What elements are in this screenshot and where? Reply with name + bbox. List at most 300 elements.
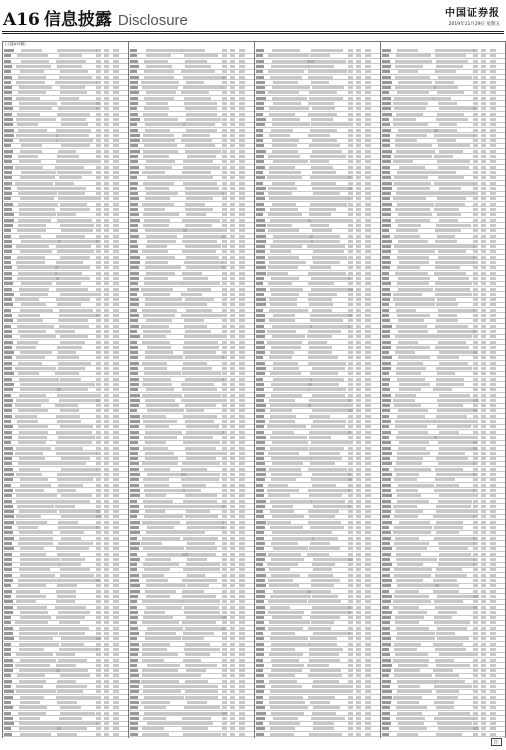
table-cell-text [434,621,470,624]
table-cell-text [481,584,486,587]
table-cell-text [473,123,478,126]
table-cell-text [144,696,184,699]
table-cell-text [395,272,429,275]
table-cell-text [239,362,245,365]
table-cell-text [481,505,486,508]
table-cell-text [144,505,184,508]
table-cell-text [256,415,264,418]
table-cell-text [356,595,361,598]
table-cell-text [382,49,391,52]
table-cell-text [398,70,418,73]
table-cell-text [59,722,98,725]
table-cell-text [96,219,101,222]
table-cell-text [256,144,264,147]
table-cell-text [113,415,119,418]
table-cell-text [481,261,486,264]
table-cell-text [20,696,44,699]
table-cell-text [365,727,371,730]
table-cell-text [309,643,337,646]
table-cell-text [348,706,353,709]
table-cell-text [365,648,371,651]
table-cell-text [356,134,361,137]
table-cell-text [4,558,12,561]
table-cell-text [19,717,40,720]
table-cell-text [239,733,245,736]
table-cell-text [312,107,335,110]
table-cell-text [61,558,85,561]
table-cell-text [473,388,478,391]
table-cell-text [55,330,75,333]
table-cell-text [481,60,486,63]
table-cell-text [130,590,140,593]
table-cell-text [481,415,486,418]
table-cell-text [481,722,486,725]
table-cell-text [435,674,459,677]
table-cell-text [481,595,486,598]
table-cell-text [4,590,12,593]
table-cell-text [365,240,371,243]
table-cell-text [230,388,235,391]
table-cell-text [435,325,469,328]
table-cell-text [473,282,478,285]
table-cell-text [16,346,36,349]
table-cell-text [268,229,299,232]
table-cell-text [113,102,119,105]
table-cell-text [382,478,391,481]
table-cell-text [4,643,11,646]
header-rule [2,31,504,32]
table-cell-text [16,690,56,693]
table-cell-text [256,712,266,715]
table-cell-text [145,558,171,561]
table-cell-text [473,415,478,418]
table-cell-text [96,701,101,704]
table-cell-text [365,436,371,439]
table-cell-text [272,335,304,338]
table-cell-text [113,674,119,677]
table-cell-text [230,150,235,153]
table-cell-text [113,399,119,402]
table-cell-text [130,568,137,571]
table-cell-text [222,584,227,587]
table-cell-text [145,452,174,455]
table-cell-text [365,643,371,646]
table-cell-text [271,129,293,132]
table-cell-text [311,441,349,444]
table-cell-text [113,436,119,439]
table-cell-text [382,155,391,158]
table-cell-text [438,314,457,317]
table-cell-text [271,293,299,296]
table-cell-text [15,452,43,455]
table-cell-text [382,325,392,328]
table-cell-text [96,86,101,89]
table-cell-text [4,415,12,418]
table-cell-text [143,500,173,503]
table-cell-text [310,155,346,158]
table-cell-text [104,235,109,238]
table-cell-text [239,669,245,672]
table-cell-text [96,409,101,412]
table-cell-text [256,664,264,667]
table-cell-text [382,531,391,534]
table-cell-text [104,590,109,593]
table-cell-text [365,70,371,73]
table-cell-text [18,219,51,222]
table-cell-text [185,144,216,147]
table-cell-text [490,60,496,63]
table-cell-text [222,123,227,126]
table-cell-text [312,563,336,566]
table-cell-text [348,579,353,582]
table-cell-text [19,648,44,651]
table-cell-text [399,383,430,386]
table-cell-text [356,97,361,100]
table-cell-text [436,690,459,693]
table-cell-text [4,319,13,322]
table-cell-text [104,547,109,550]
table-cell-text [437,139,456,142]
table-cell-text [104,160,109,163]
table-cell-text [60,383,95,386]
table-cell-text [256,441,265,444]
table-cell-text [104,155,109,158]
table-cell-text [439,653,474,656]
table-cell-text [55,266,90,269]
table-cell-text [382,489,391,492]
table-cell-text [393,293,421,296]
table-cell-text [382,240,392,243]
table-cell-text [130,452,138,455]
table-cell-text [308,600,342,603]
table-cell-text [130,653,138,656]
table-cell-text [348,203,353,206]
table-cell-text [145,425,168,428]
table-cell-text [55,372,79,375]
table-cell-text [130,664,137,667]
table-cell-text [104,632,109,635]
table-cell-text [481,425,486,428]
table-cell-text [130,213,139,216]
table-cell-text [256,462,265,465]
table-cell-text [356,733,361,736]
table-cell-text [113,160,119,163]
table-cell-text [222,425,227,428]
table-cell-text [104,97,109,100]
table-cell-text [395,86,437,89]
table-cell-text [436,510,473,513]
table-cell-text [473,542,478,545]
table-cell-text [438,611,457,614]
table-cell-text [308,219,349,222]
table-cell-text [439,107,477,110]
table-cell-text [490,579,496,582]
table-cell-text [239,537,245,540]
table-cell-text [130,441,138,444]
table-cell-text [490,409,496,412]
table-cell-text [104,293,109,296]
table-cell-text [348,462,353,465]
table-cell-text [382,521,392,524]
table-cell-text [356,531,361,534]
table-cell-text [256,388,264,391]
table-cell-text [96,685,101,688]
table-cell-text [113,176,119,179]
table-cell-text [230,118,235,121]
table-cell-text [104,298,109,301]
table-cell-text [490,187,496,190]
table-cell-text [267,224,292,227]
table-cell-text [143,717,167,720]
table-cell-text [60,712,95,715]
table-cell-text [130,531,140,534]
table-cell-text [185,245,221,248]
table-row-divider [129,736,254,737]
table-cell-text [96,537,101,540]
table-cell-text [130,107,137,110]
table-cell-text [141,81,179,84]
table-cell-text [183,303,207,306]
table-cell-text [436,568,462,571]
table-cell-text [396,436,437,439]
table-cell-text [348,415,353,418]
table-cell-text [310,372,338,375]
table-cell-text [308,388,347,391]
table-cell-text [96,595,101,598]
table-cell-text [382,685,390,688]
table-cell-text [113,696,119,699]
table-cell-text [130,399,140,402]
table-cell-text [230,733,235,736]
table-cell-text [104,664,109,667]
table-cell-text [356,447,361,450]
table-cell-text [113,568,119,571]
table-cell-text [308,134,331,137]
table-cell-text [256,213,263,216]
table-cell-text [473,139,478,142]
table-cell-text [490,298,496,301]
table-cell-text [239,722,245,725]
table-cell-text [96,436,101,439]
table-cell-text [481,383,486,386]
table-cell-text [270,208,298,211]
table-cell-text [145,431,182,434]
table-cell-text [435,54,466,57]
table-cell-text [104,447,109,450]
table-cell-text [96,107,101,110]
table-cell-text [272,462,303,465]
table-cell-text [4,510,14,513]
table-cell-text [397,690,433,693]
table-cell-text [311,49,343,52]
table-cell-text [473,558,478,561]
table-cell-text [184,341,218,344]
table-cell-text [473,76,478,79]
table-cell-text [130,643,139,646]
table-cell-text [230,404,235,407]
table-cell-text [348,627,353,630]
table-cell-text [382,457,390,460]
table-cell-text [348,394,353,397]
table-cell-text [222,176,227,179]
table-cell-text [146,256,175,259]
table-cell-text [18,462,59,465]
table-cell-text [434,701,455,704]
table-cell-text [55,404,78,407]
table-cell-text [271,659,300,662]
table-cell-text [16,653,53,656]
table-cell-text [4,531,13,534]
table-cell-text [147,409,184,412]
table-cell-text [395,537,419,540]
table-cell-text [222,49,227,52]
table-cell-text [4,203,13,206]
table-cell-text [382,425,389,428]
table-cell-text [96,309,101,312]
table-cell-text [473,664,478,667]
table-cell-text [4,505,13,508]
table-cell-text [104,346,109,349]
table-cell-text [256,489,264,492]
table-cell-text [104,717,109,720]
table-cell-text [230,335,235,338]
table-cell-text [382,717,390,720]
table-cell-text [239,399,245,402]
table-cell-text [222,664,227,667]
table-cell-text [356,425,361,428]
table-cell-text [473,213,478,216]
table-cell-text [130,394,140,397]
table-cell-text [313,727,335,730]
table-cell-text [433,97,451,100]
table-cell-text [187,584,209,587]
table-cell-text [56,685,87,688]
table-cell-text [15,621,48,624]
table-cell-text [183,229,222,232]
table-cell-text [473,160,478,163]
table-cell-text [268,187,296,190]
table-cell-text [58,197,97,200]
table-cell-text [185,690,218,693]
table-cell-text [96,441,101,444]
table-cell-text [269,319,296,322]
table-cell-text [145,166,172,169]
table-cell-text [230,500,235,503]
table-cell-text [490,166,496,169]
table-cell-text [58,192,85,195]
table-cell-text [348,505,353,508]
table-cell-text [58,150,76,153]
table-cell-text [435,282,473,285]
table-cell-text [365,690,371,693]
table-cell-text [365,129,371,132]
table-cell-text [113,727,119,730]
table-cell-text [230,319,235,322]
table-cell-text [239,394,245,397]
table-cell-text [393,102,428,105]
table-cell-text [222,595,227,598]
table-cell-text [490,192,496,195]
table-cell-text [16,97,40,100]
table-cell-text [382,600,391,603]
table-cell-text [239,441,245,444]
table-cell-text [382,452,392,455]
table-cell-text [382,733,389,736]
table-cell-text [96,282,101,285]
table-cell-text [222,600,227,603]
table-cell-text [20,574,55,577]
table-cell-text [130,60,138,63]
table-cell-text [239,309,245,312]
table-cell-text [348,134,353,137]
table-cell-text [61,457,90,460]
table-cell-text [365,383,371,386]
table-cell-text [256,309,263,312]
table-cell-text [256,54,263,57]
table-cell-text [130,256,140,259]
table-cell-text [222,314,227,317]
table-cell-text [17,113,41,116]
table-cell-text [143,330,171,333]
table-cell-text [271,669,302,672]
table-cell-text [4,404,12,407]
table-cell-text [230,515,235,518]
table-cell-text [481,160,486,163]
table-cell-text [113,452,119,455]
table-cell-text [365,415,371,418]
table-cell-text [239,208,245,211]
table-cell-text [187,526,224,529]
table-cell-text [230,182,235,185]
table-cell-text [481,155,486,158]
table-cell-text [96,298,101,301]
table-cell-text [59,309,93,312]
table-cell-text [398,250,435,253]
table-cell-text [104,484,109,487]
table-cell-text [365,510,371,513]
table-cell-text [481,325,486,328]
table-cell-text [239,303,245,306]
table-cell-text [239,505,245,508]
table-cell-text [269,298,297,301]
table-cell-text [256,420,265,423]
table-cell-text [394,648,417,651]
table-cell-text [4,431,12,434]
table-cell-text [239,298,245,301]
table-cell-text [145,298,182,301]
table-cell-text [222,489,227,492]
table-cell-text [256,425,264,428]
table-cell-text [239,277,245,280]
table-cell-text [273,235,313,238]
table-cell-text [473,81,478,84]
table-cell-text [490,648,496,651]
table-cell-text [222,113,227,116]
table-cell-text [4,637,14,640]
table-cell-text [268,494,290,497]
table-cell-text [16,356,46,359]
table-cell-text [481,680,486,683]
table-cell-text [356,515,361,518]
table-cell-text [256,436,266,439]
table-cell-text [397,701,419,704]
table-cell-text [96,627,101,630]
table-cell-text [365,621,371,624]
table-cell-text [382,510,391,513]
table-cell-text [96,399,101,402]
table-cell-text [256,574,266,577]
table-cell-text [4,494,12,497]
